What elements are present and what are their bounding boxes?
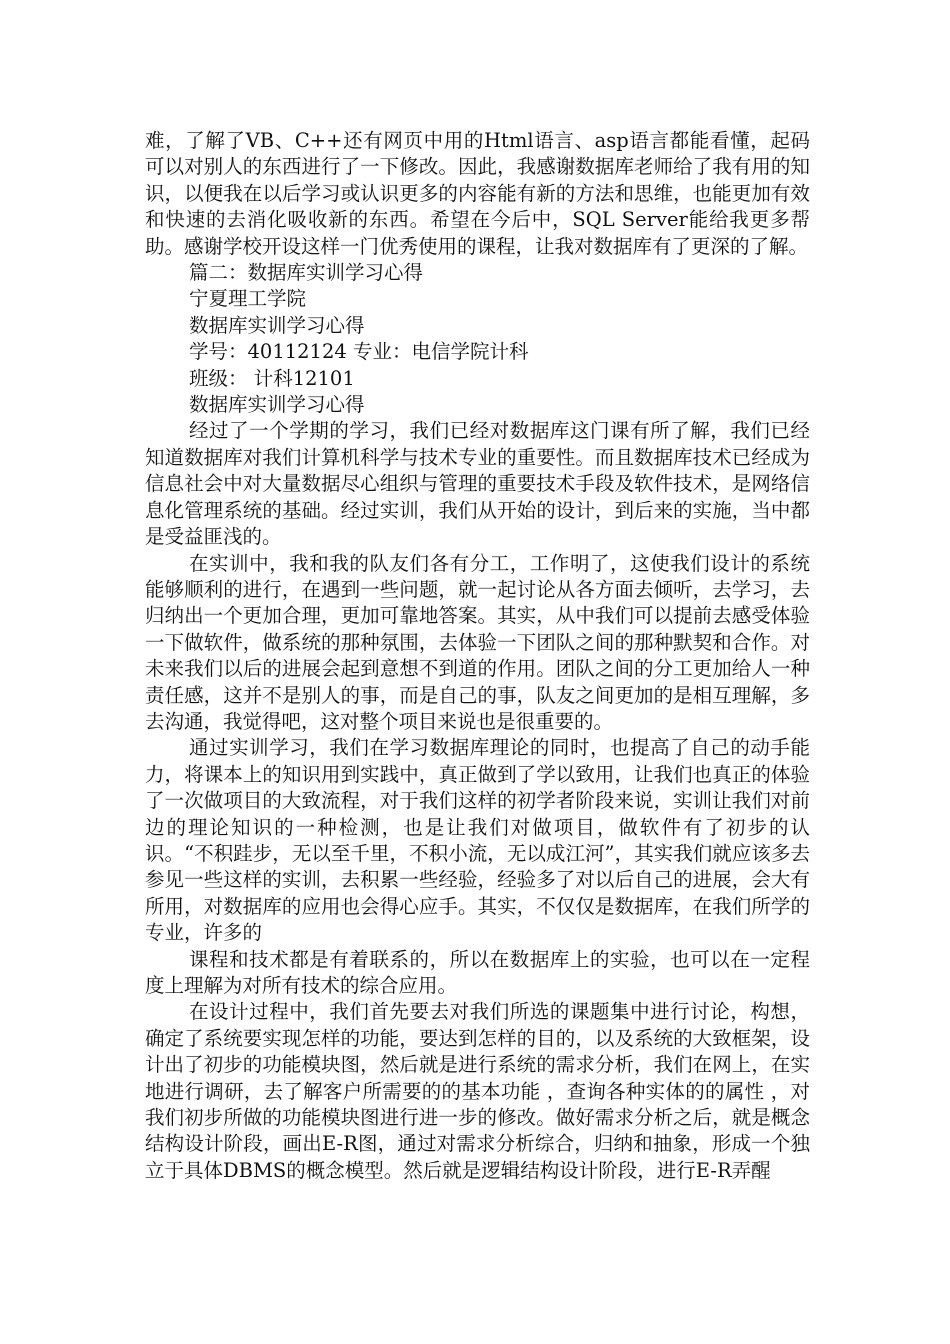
- paragraph: 在实训中，我和我的队友们各有分工，工作明了，这使我们设计的系统能够顺利的进行，在遇到一些问题，就一起讨论从各方面去倾听，去学习，去归纳出一个更加合理，更加可靠地答案。其实，从中我们可以提前去感受体验一下做软件，做系统的那种氛围，去体验一下团队之间的那种默契和合作。对未来我们以后的进展会起到意想不到道的作用。团队之间的分工更加给人一种责任感，这并不是别人的事，而是自己的事，队友之间更加的是相互理解，多去沟通，我觉得吧，这对整个项目来说也是很重要的。: [145, 551, 810, 733]
- paragraph-continuation: 难，了解了VB、C++还有网页中用的Html语言、asp语言都能看懂，起码可以对别人的东西进行了一下修改。因此，我感谢数据库老师给了我有用的知识，以便我在以后学习或认识更多的内容能有新的方法和思维，也能更加有效和快速的去消化吸收新的东西。希望在今后中，SQL Server能给我更多帮助。感谢学校开设这样一门优秀使用的课程，让我对数据库有了更深的了解。: [145, 129, 810, 258]
- class-info: 班级： 计科12101: [189, 366, 355, 390]
- paragraph: 课程和技术都是有着联系的，所以在数据库上的实验，也可以在一定程度上理解为对所有技术的综合应用。: [145, 947, 810, 997]
- document-title: 数据库实训学习心得: [189, 313, 365, 337]
- student-info: 学号：40112124 专业：电信学院计科: [189, 340, 529, 364]
- paragraph: 通过实训学习，我们在学习数据库理论的同时，也提高了自己的动手能力，将课本上的知识用到实践中，真正做到了学以致用，让我们也真正的体验了一次做项目的大致流程，对于我们这样的初学者阶段来说，实训让我们对前边的理论知识的一种检测，也是让我们对做项目，做软件有了初步的认识。“不积跬步，无以至千里，不积小流，无以成江河”，其实我们就应该多去参见一些这样的实训，去积累一些经验，经验多了对以后自己的进展，会大有所用，对数据库的应用也会得心应手。其实，不仅仅是数据库，在我们所学的专业，许多的: [145, 736, 810, 945]
- paragraph: 在设计过程中，我们首先要去对我们所选的课题集中进行讨论，构想，确定了系统要实现怎样的功能，要达到怎样的目的，以及系统的大致框架，设计出了初步的功能模块图，然后就是进行系统的需求分析，我们在网上，在实地进行调研，去了解客户所需要的的基本功能 ，查询各种实体的的属性 ，对我们初步所做的功能模块图进行进一步的修改。做好需求分析之后，就是概念结构设计阶段，画出E-R图，通过对需求分析综合，归纳和抽象，形成一个独立于具体DBMS的概念模型。然后就是逻辑结构设计阶段，进行E-R弄醒: [145, 1000, 810, 1182]
- document-subtitle: 数据库实训学习心得: [189, 393, 365, 417]
- institution-name: 宁夏理工学院: [189, 287, 307, 311]
- document-body: [145, 128, 810, 1184]
- section-heading: 篇二：数据库实训学习心得: [189, 261, 424, 285]
- paragraph: 经过了一个学期的学习，我们已经对数据库这门课有所了解，我们已经知道数据库对我们计算机科学与技术专业的重要性。而且数据库技术已经成为信息社会中对大量数据尽心组织与管理的重要技术手段及软件技术，是网络信息化管理系统的基础。经过实训，我们从开始的设计，到后来的实施，当中都是受益匪浅的。: [145, 419, 810, 549]
